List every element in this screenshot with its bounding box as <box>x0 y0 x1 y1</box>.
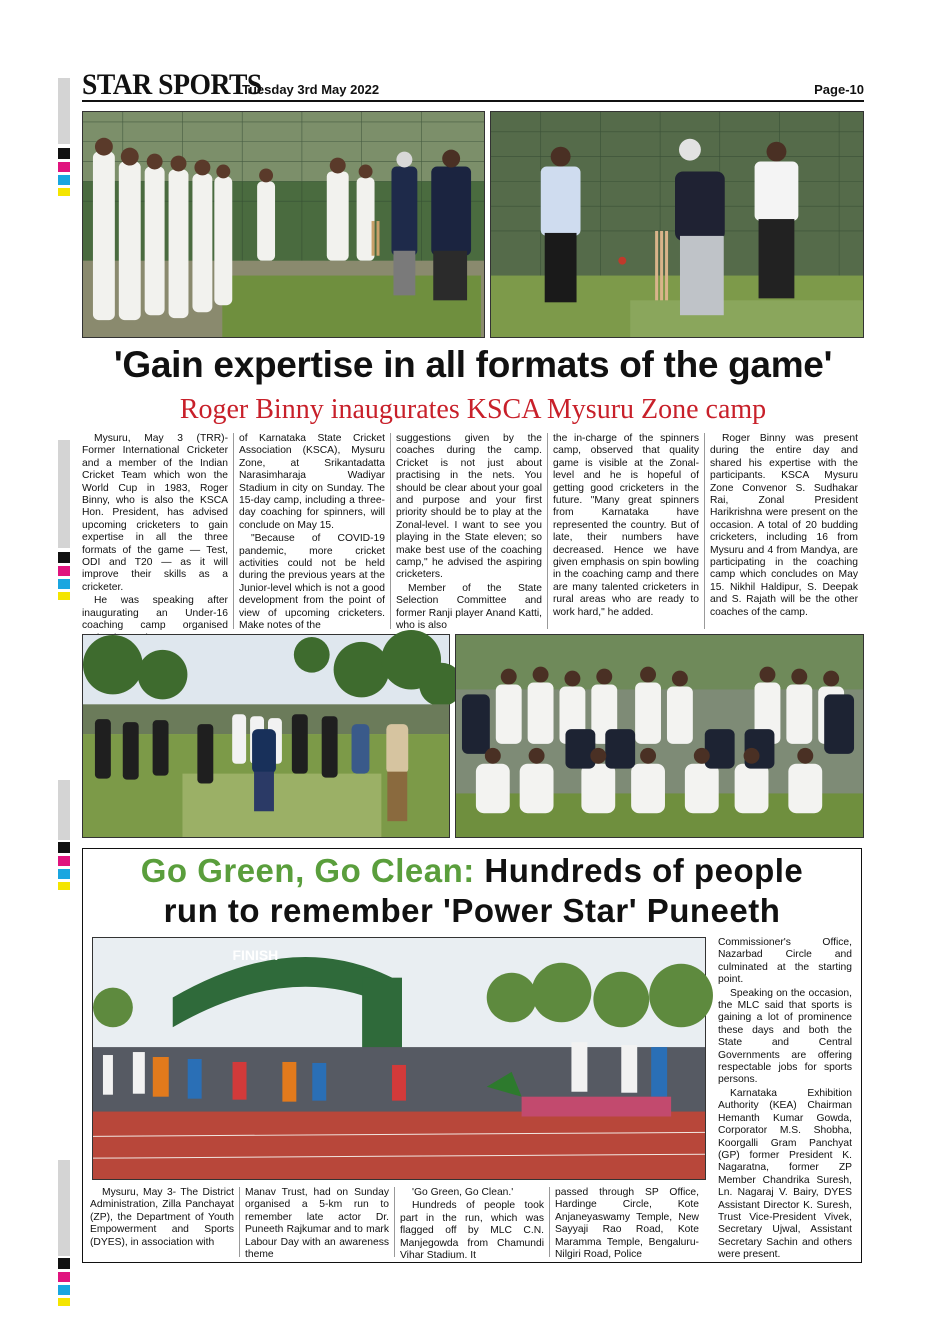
page-header <box>82 68 864 102</box>
photo-coaching-nets <box>82 111 485 338</box>
story2-body <box>90 1187 704 1262</box>
story1-body <box>82 433 864 632</box>
story2-paragraph: Karnataka Exhibition Authority (KEA) Chairman Hemanth Kumar Gowda, Corporator M.S. Shobha, Koorgalli Gram Panchyat (GP) former President K. Nagaratna, former ZP Member Chandrika Suresh, Ln. Nagaraj V. Bairy, DYES Assistant Director K. Suresh, Trust Vice-President Vivek, Secretary Ujwal, Assistant Secretary Sachin and others were present. <box>718 1087 852 1261</box>
story2-column <box>245 1187 389 1261</box>
photo-group-cricketers <box>455 634 864 838</box>
story2-side-column <box>718 937 852 1261</box>
story1-column <box>82 433 228 632</box>
story1-paragraph: He was speaking after inaugurating an Under-16 coaching camp organised <box>82 595 228 632</box>
story1-subheadline: Roger Binny inaugurates KSCA Mysuru Zone camp <box>179 394 767 425</box>
photo-batting-demo <box>490 111 864 338</box>
issue-date: Tuesday 3rd May 2022 <box>242 82 380 97</box>
section-brand: STAR SPORTS <box>82 68 262 101</box>
story2-headline <box>82 851 862 931</box>
story2-column <box>555 1187 699 1261</box>
story1-headline: 'Gain expertise in all formats of the game' <box>113 344 833 385</box>
story2-paragraph: 'Go Green, Go Clean.' <box>412 1187 514 1198</box>
story1-column <box>396 433 542 632</box>
story1-paragraph: Mysuru, May 3 (TRR)- Former International Cricketer and a member of the Indian Cricket Team which won the World Cup in 1983, Roger Binny, who is also the KSCA Hon. President, has advised upcoming cricketers to gain expertise in all the three formats of the game — Test, ODI and T20 — as it will improve their skills as a cricketer. <box>82 433 228 593</box>
story2-paragraph: Mysuru, May 3- The District Administration, Zilla Panchayat (ZP), the Department of Youth Empowerment and Sports (DYES), in association with <box>90 1187 234 1248</box>
story2-column <box>400 1187 544 1262</box>
story2-headline-rest: Hundreds of people <box>474 852 804 889</box>
story1-paragraph: suggestions given by the coaches during the camp. Cricket is not just about practising in the nets. You should be clear about your goal and purpose and your first priority should be to play at the Zonal-level. I want to see you playing in the State eleven; so make best use of the coaching camp," he advised the aspiring cricketers. <box>396 433 542 581</box>
story1-paragraph: the in-charge of the spinners camp, observed that quality game is visible at the Zonal-level and he is hopeful of getting good cricketers in the future. "Many great spinners from Karnataka have represented the country. But of late, their numbers have decreased. Hence we have given emphasis on spin bowling in the coaching camp and there are many talented cricketers in rural areas who are ready to work hard," he added. <box>553 433 699 618</box>
story1-paragraph: Member of the State Selection Committee and former Ranji player Anand Katti, who is also <box>396 582 542 632</box>
story1-column <box>710 433 858 629</box>
story1-paragraph: of Karnataka State Cricket Association (KSCA), Mysuru Zone, at Srikantadatta Narasimharaja Wadiyar Stadium in city on Sunday. The 15-day camp, including a three-day coaching for spinners, will conclude on May 15. <box>239 433 385 531</box>
story1-paragraph: Roger Binny was present during the entire day and shared his expertise with the participants. KSCA Mysuru Zone Convenor S. Sudhakar Rai, Zonal President Harikrishna were present on the occasion. A total of 20 budding cricketers, including 16 from Mysuru and 4 from Mandya, are participating in the coaching camp which concludes on May 15. Nikhil Haldipur, S. Deepak and S. Rajath will be the other coaches of the camp. <box>710 433 858 618</box>
story2-paragraph: Commissioner's Office, Nazarbad Circle and culminated at the starting point. <box>718 937 852 986</box>
story2-paragraph: passed through SP Office, Hardinge Circle, Kote Anjaneyaswamy Temple, New Sayyaji Rao Road, Kote Maramma Temple, Bengaluru-Nilgiri Road, Police <box>555 1187 699 1261</box>
story2-paragraph: Speaking on the occasion, the MLC said that sports is gaining a lot of prominence these days and both the State and Central Governments are offering respectable jobs for sports persons. <box>718 987 852 1086</box>
story1-column <box>239 433 385 632</box>
story2-paragraph: Hundreds of people took part in the run, which was flagged off by MLC C.N. Manjegowda from Chamundi Vihar Stadium. It <box>400 1200 544 1262</box>
page-number: Page-10 <box>814 82 864 97</box>
finish-banner-text: FINISH <box>232 946 279 963</box>
story2-column <box>90 1187 234 1257</box>
photo-run-start <box>92 937 706 1180</box>
story2-headline-green: Go Green, Go Clean: <box>140 852 475 889</box>
story1-paragraph: "Because of COVID-19 pandemic, more cricket activities could not be held during the previous years at the Junior-level which is not a good development from the point of view of upcoming cricketers. Make notes of the <box>239 533 385 632</box>
photo-inauguration <box>82 634 450 838</box>
story1-column <box>553 433 699 629</box>
story2-paragraph: Manav Trust, had on Sunday organised a 5-km run to remember late actor Dr. Puneeth Rajkumar and to mark Labour Day with an awareness theme <box>245 1187 389 1261</box>
story2-headline-line2: run to remember 'Power Star' Puneeth <box>163 892 781 929</box>
